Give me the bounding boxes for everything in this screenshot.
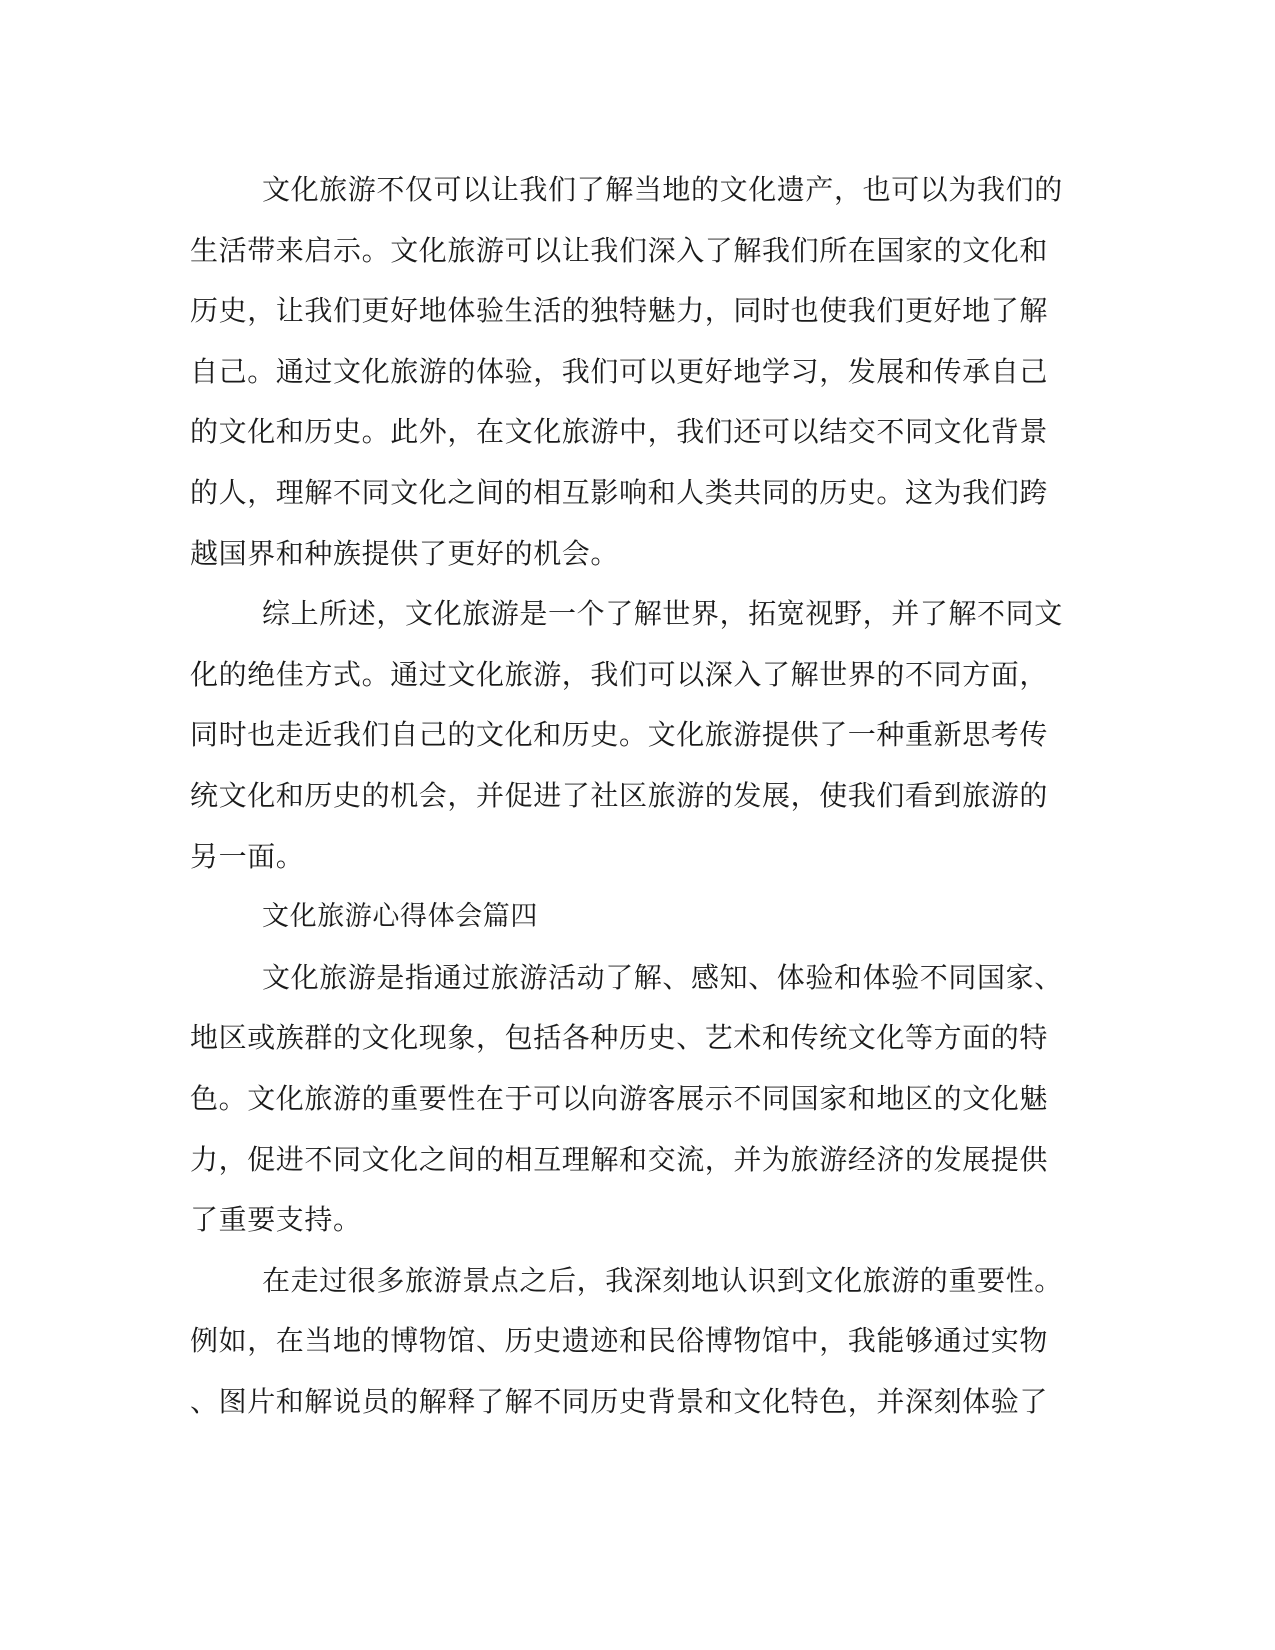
paragraph-3: [190, 948, 1070, 1251]
paragraph-line: 了重要支持。: [190, 1203, 362, 1237]
paragraph-line: 越国界和种族提供了更好的机会。: [190, 536, 620, 570]
document-body: [190, 160, 1070, 1432]
paragraph-line: 、图片和解说员的解释了解不同历史背景和文化特色，并深刻体验了: [190, 1384, 1049, 1418]
section-heading-text: 文化旅游心得体会篇四: [262, 901, 538, 933]
paragraph-line: 历史，让我们更好地体验生活的独特魅力，同时也使我们更好地了解: [190, 294, 1049, 328]
paragraph-line: 同时也走近我们自己的文化和历史。文化旅游提供了一种重新思考传: [190, 718, 1049, 752]
paragraph-line: 另一面。: [190, 839, 305, 873]
paragraph-line: 文化旅游是指通过旅游活动了解、感知、体验和体验不同国家、: [262, 960, 1063, 994]
paragraph-line: 化的绝佳方式。通过文化旅游，我们可以深入了解世界的不同方面，: [190, 657, 1049, 691]
paragraph-line: 色。文化旅游的重要性在于可以向游客展示不同国家和地区的文化魅: [190, 1081, 1049, 1115]
paragraph-line: 生活带来启示。文化旅游可以让我们深入了解我们所在国家的文化和: [190, 233, 1049, 267]
paragraph-2: [190, 584, 1070, 887]
paragraph-1: [190, 160, 1070, 584]
paragraph-line: 力，促进不同文化之间的相互理解和交流，并为旅游经济的发展提供: [190, 1142, 1049, 1176]
paragraph-line: 的文化和历史。此外，在文化旅游中，我们还可以结交不同文化背景: [190, 415, 1049, 449]
paragraph-line: 统文化和历史的机会，并促进了社区旅游的发展，使我们看到旅游的: [190, 778, 1049, 812]
paragraph-line: 在走过很多旅游景点之后，我深刻地认识到文化旅游的重要性。: [262, 1263, 1063, 1297]
paragraph-line: 例如，在当地的博物馆、历史遗迹和民俗博物馆中，我能够通过实物: [190, 1324, 1049, 1358]
paragraph-line: 文化旅游不仅可以让我们了解当地的文化遗产，也可以为我们的: [262, 173, 1063, 206]
paragraph-line: 的人，理解不同文化之间的相互影响和人类共同的历史。这为我们跨: [190, 475, 1049, 509]
paragraph-4: [190, 1251, 1070, 1433]
paragraph-line: 地区或族群的文化现象，包括各种历史、艺术和传统文化等方面的特: [190, 1021, 1049, 1055]
paragraph-line: 综上所述，文化旅游是一个了解世界，拓宽视野，并了解不同文: [262, 597, 1063, 631]
section-heading: [190, 887, 1070, 948]
paragraph-line: 自己。通过文化旅游的体验，我们可以更好地学习，发展和传承自己: [190, 354, 1049, 388]
